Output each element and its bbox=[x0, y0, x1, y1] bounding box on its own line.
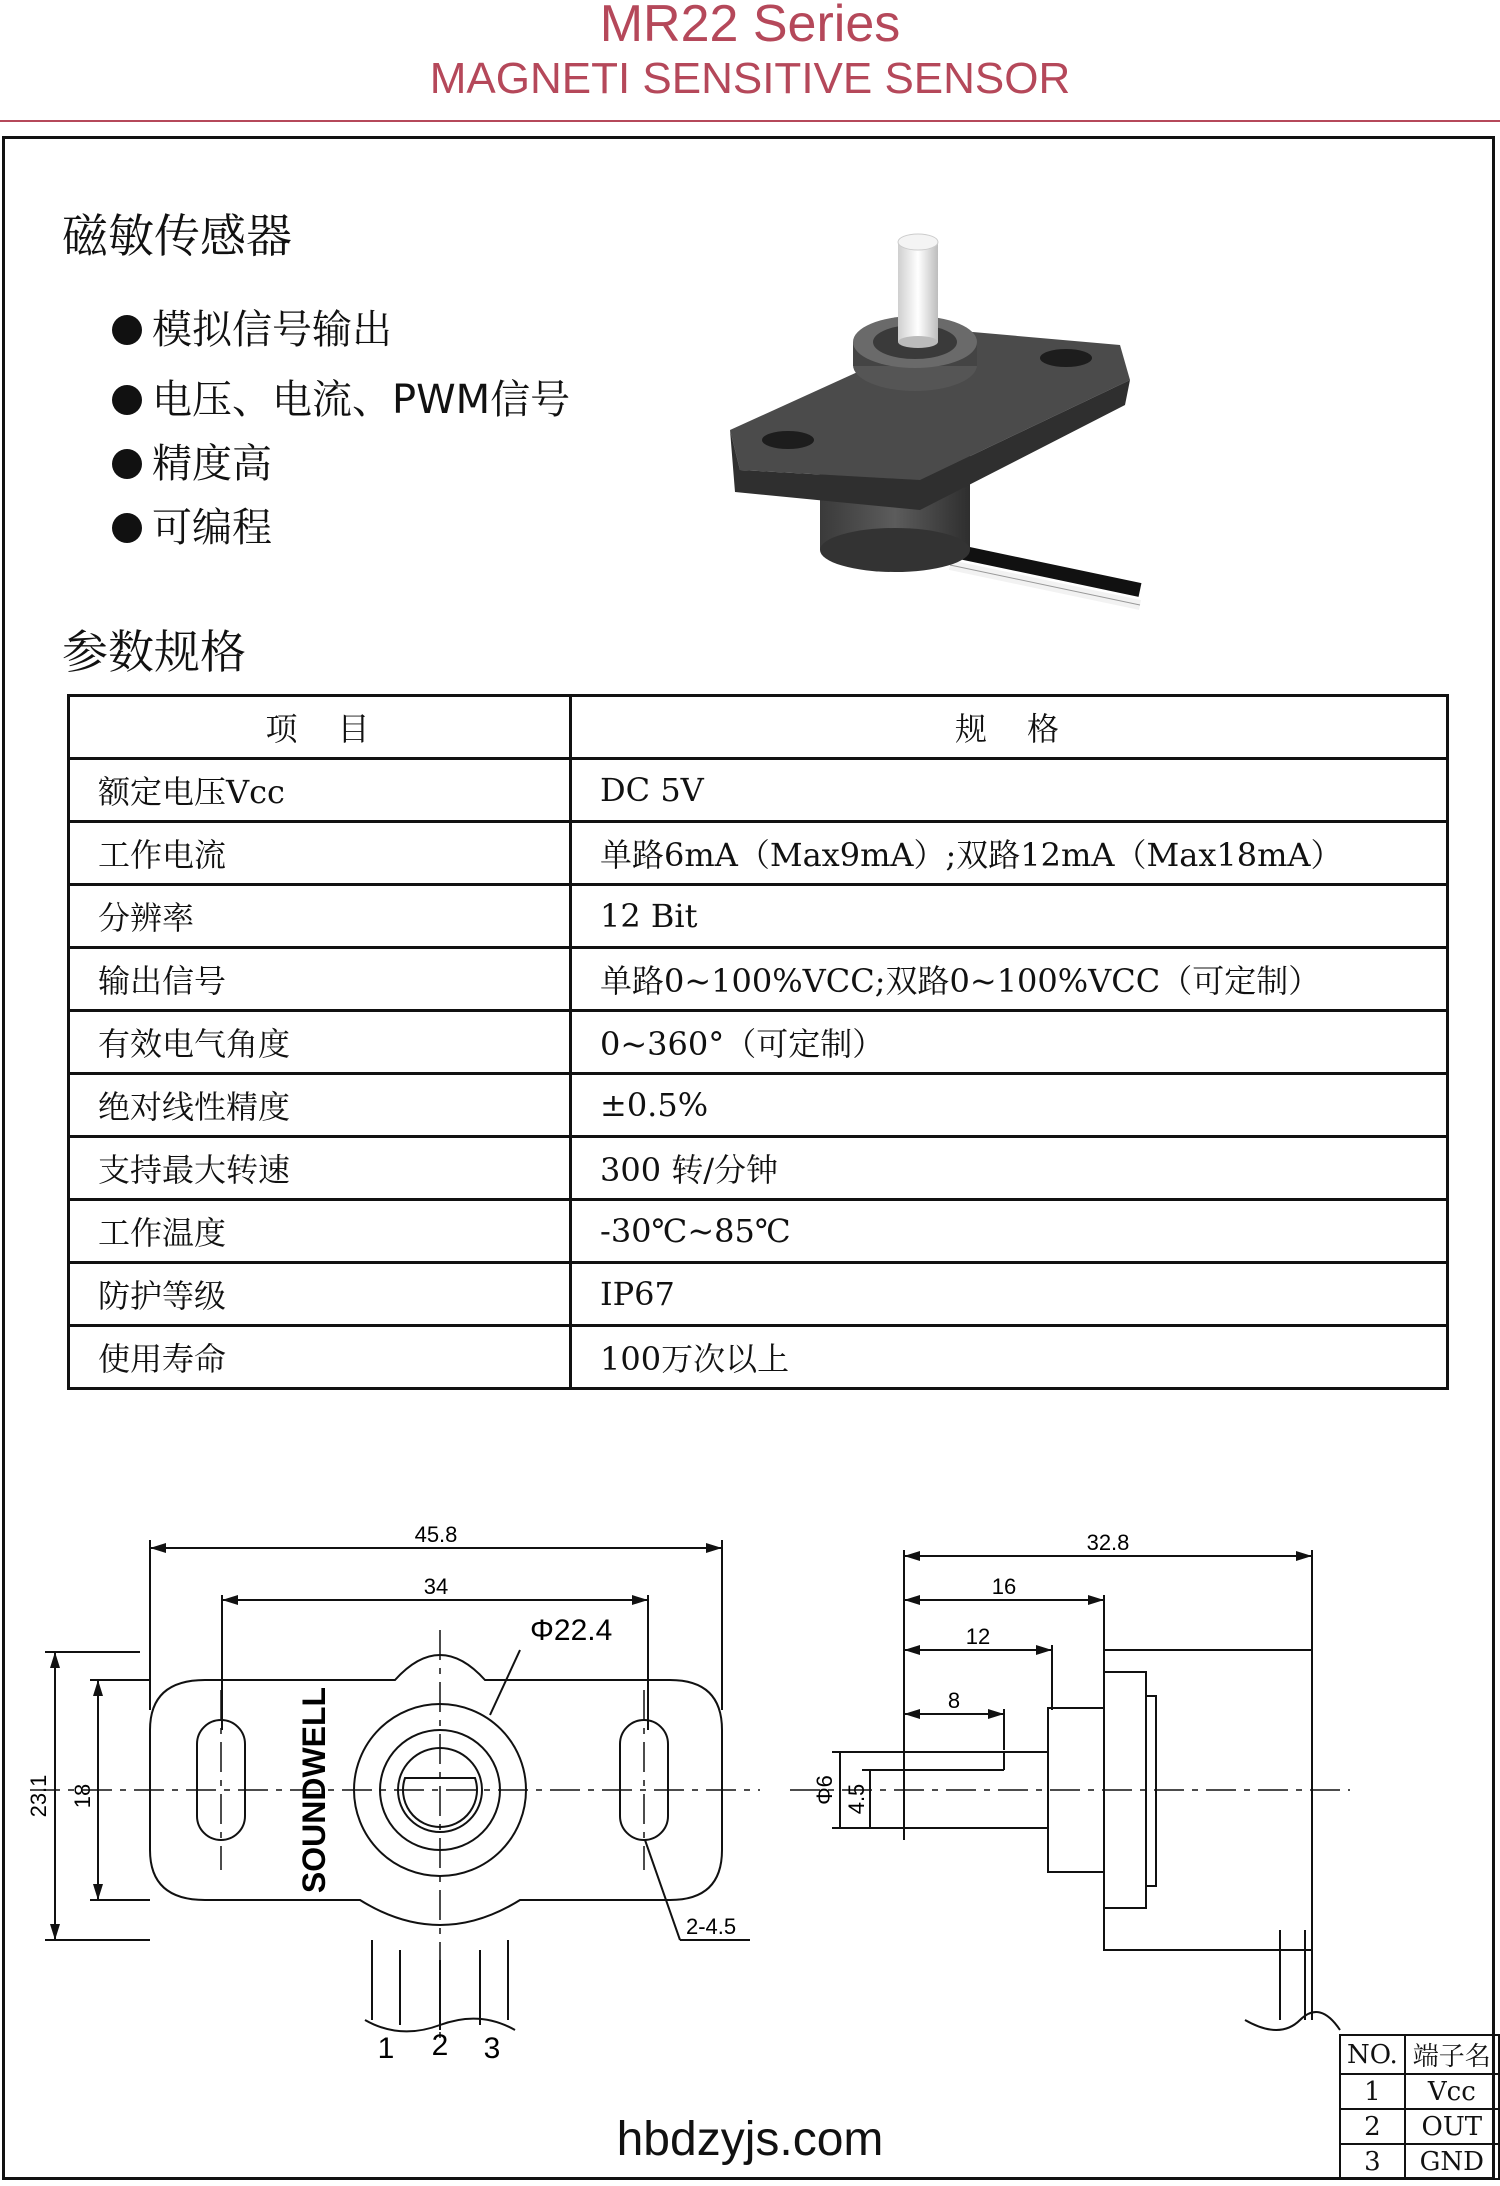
pin-name: OUT bbox=[1405, 2109, 1499, 2144]
table-row bbox=[69, 948, 1448, 1011]
table-row bbox=[69, 1263, 1448, 1326]
dim-height-total: 23.1 bbox=[26, 1774, 51, 1818]
dim-shaft-diameter: Φ6 bbox=[812, 1775, 837, 1805]
website-url: hbdzyjs.com bbox=[616, 2113, 884, 2166]
column-header: 规 格 bbox=[571, 696, 1448, 759]
spec-item: 防护等级 bbox=[69, 1263, 571, 1326]
table-row bbox=[69, 759, 1448, 822]
spec-value: DC 5V bbox=[571, 759, 1448, 822]
spec-item: 输出信号 bbox=[69, 948, 571, 1011]
dim-hole: 2-4.5 bbox=[686, 1914, 737, 1939]
bullet-icon bbox=[112, 315, 142, 345]
spec-item: 工作电流 bbox=[69, 822, 571, 885]
spec-item: 有效电气角度 bbox=[69, 1011, 571, 1074]
table-row bbox=[69, 1200, 1448, 1263]
spec-value: 300 转/分钟 bbox=[571, 1137, 1448, 1200]
series-subtitle: MAGNETI SENSITIVE SENSOR bbox=[429, 54, 1071, 103]
spec-value: 单路0~100%VCC;双路0~100%VCC（可定制） bbox=[571, 948, 1448, 1011]
dim-side-12: 12 bbox=[965, 1624, 991, 1649]
spec-value: 单路6mA（Max9mA）;双路12mA（Max18mA） bbox=[571, 822, 1448, 885]
header-divider bbox=[0, 120, 1500, 122]
spec-item: 分辨率 bbox=[69, 885, 571, 948]
spec-item: 工作温度 bbox=[69, 1200, 571, 1263]
table-row bbox=[69, 1011, 1448, 1074]
spec-value: 0~360°（可定制） bbox=[571, 1011, 1448, 1074]
feature-item: 模拟信号输出 bbox=[112, 306, 392, 354]
feature-item: 精度高 bbox=[112, 440, 272, 488]
table-header-row bbox=[69, 696, 1448, 759]
dim-body-diameter: Φ22.4 bbox=[530, 1614, 613, 1647]
table-row bbox=[69, 1326, 1448, 1389]
pin-name: GND bbox=[1405, 2144, 1499, 2179]
dim-height-inner: 18 bbox=[70, 1783, 95, 1809]
table-row bbox=[69, 1074, 1448, 1137]
pin-label: 1 bbox=[377, 2032, 395, 2060]
spec-value: IP67 bbox=[571, 1263, 1448, 1326]
dim-side-16: 16 bbox=[991, 1574, 1017, 1599]
spec-value: 100万次以上 bbox=[571, 1326, 1448, 1389]
series-title: MR22 Series bbox=[599, 0, 901, 53]
pin-label: 2 bbox=[431, 2029, 449, 2060]
column-header: 项 目 bbox=[69, 696, 571, 759]
table-row bbox=[1340, 2074, 1499, 2109]
section-title-spec: 参数规格 bbox=[62, 625, 246, 679]
dim-hole-spacing: 34 bbox=[423, 1574, 449, 1599]
feature-item: 电压、电流、PWM信号 bbox=[112, 376, 570, 424]
dim-side-total: 32.8 bbox=[1086, 1530, 1130, 1555]
spec-item: 绝对线性精度 bbox=[69, 1074, 571, 1137]
section-title-sensor: 磁敏传感器 bbox=[62, 209, 292, 263]
brand-logo: SOUNDWELL bbox=[296, 1686, 332, 1894]
pin-number: 2 bbox=[1340, 2109, 1405, 2144]
dim-total-width: 45.8 bbox=[414, 1522, 458, 1547]
bullet-icon bbox=[112, 513, 142, 543]
table-row bbox=[69, 1137, 1448, 1200]
pin-label: 3 bbox=[483, 2032, 501, 2060]
dim-shaft-flat: 4.5 bbox=[844, 1783, 869, 1815]
table-row bbox=[69, 885, 1448, 948]
feature-item: 可编程 bbox=[112, 504, 272, 552]
pin-name: Vcc bbox=[1405, 2074, 1499, 2109]
product-image bbox=[720, 230, 1160, 620]
technical-drawing bbox=[0, 1500, 1500, 2060]
bullet-icon bbox=[112, 385, 142, 415]
spec-value: ±0.5% bbox=[571, 1074, 1448, 1137]
column-header: NO. bbox=[1340, 2035, 1405, 2074]
dim-side-8: 8 bbox=[947, 1688, 961, 1713]
spec-item: 使用寿命 bbox=[69, 1326, 571, 1389]
spec-value: -30℃~85℃ bbox=[571, 1200, 1448, 1263]
spec-value: 12 Bit bbox=[571, 885, 1448, 948]
spec-table bbox=[67, 694, 1449, 1390]
table-header-row bbox=[1340, 2035, 1499, 2074]
spec-item: 额定电压Vcc bbox=[69, 759, 571, 822]
spec-item: 支持最大转速 bbox=[69, 1137, 571, 1200]
bullet-icon bbox=[112, 449, 142, 479]
column-header: 端子名 bbox=[1405, 2035, 1499, 2074]
table-row bbox=[69, 822, 1448, 885]
pin-number: 3 bbox=[1340, 2144, 1405, 2179]
pin-number: 1 bbox=[1340, 2074, 1405, 2109]
